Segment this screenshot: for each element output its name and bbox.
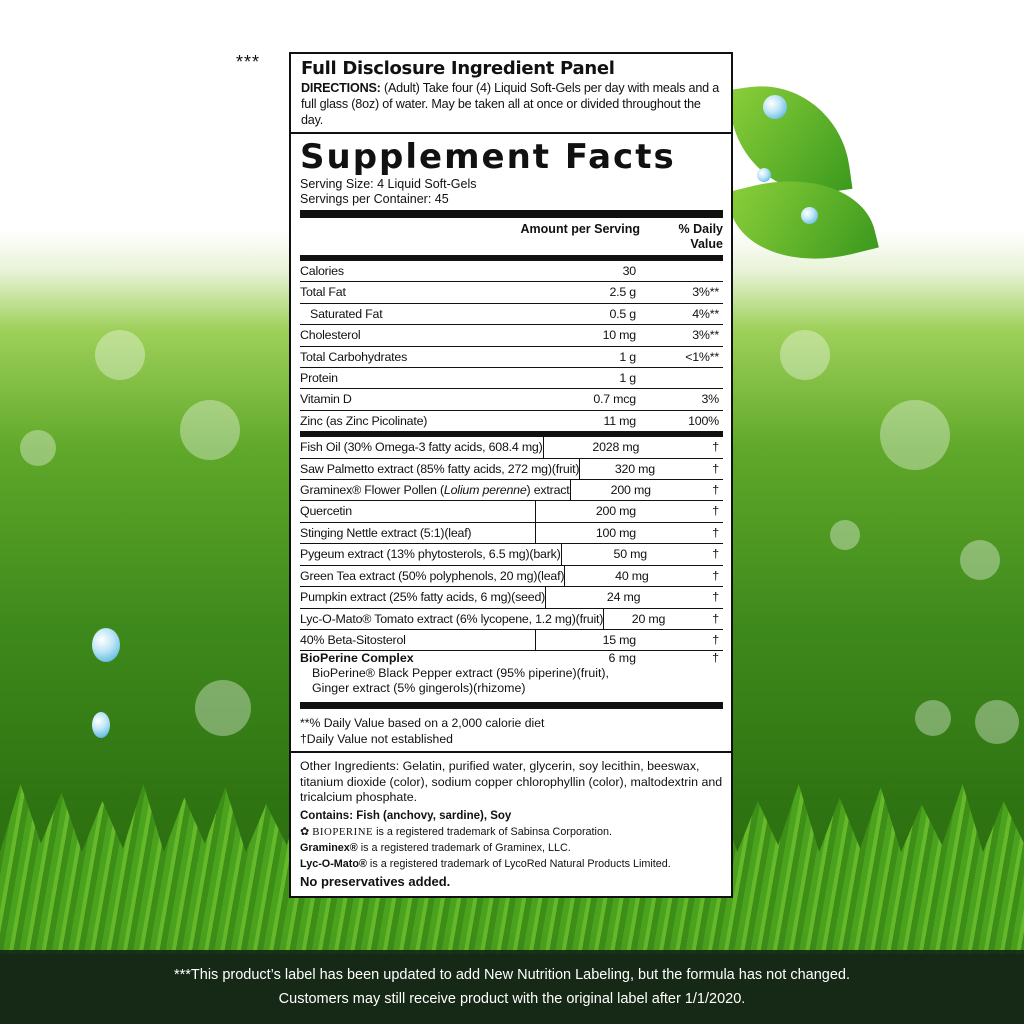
nutrient-dv: 3%** [692,285,719,300]
allergen-statement: Contains: Fish (anchovy, sardine), Soy [300,809,512,822]
ingredient-dv: † [712,568,719,583]
ingredient-amount: 320 mg [579,459,663,479]
ingredient-amount: 20 mg [603,609,673,629]
ingredient-amount: 50 mg [561,544,655,564]
dv-not-established: †Daily Value not established [300,732,453,747]
ingredient-name: Stinging Nettle extract (5:1)(leaf) [300,525,472,540]
notice-line-1: ***This product’s label has been updated to add New Nutrition Labeling, but the formula has not changed. [173,967,851,983]
ingredient-dv: † [712,483,719,498]
divider-thick [300,210,723,218]
nutrient-dv [644,368,723,388]
water-drop [763,95,787,119]
ingredient-name: Lyc-O-Mato® Tomato extract (6% lycopene, 1.2 mg)(fruit) [300,611,604,626]
bokeh-light [960,540,1000,580]
table-row [300,304,723,325]
ingredient-name: Pygeum extract (13% phytosterols, 6.5 mg)(bark) [300,547,561,562]
nutrient-amount: 0.5 g [609,306,636,321]
ingredient-amount: 100 mg [535,523,644,543]
graminex-brand: Graminex® [300,842,358,855]
footnotes [300,709,723,751]
other-ingredients-text: Other Ingredients: Gelatin, purified water, glycerin, soy lecithin, beeswax, titanium dioxide (color), sodium copper chlorophyllin (color), maltodextrin and tricalcium phosphate. [300,759,723,805]
nutrient-dv: 3% [701,392,719,407]
bokeh-light [880,400,950,470]
nutrient-name: Vitamin D [300,392,352,407]
nutrient-name: Saturated Fat [310,306,383,321]
bioperine-brand: BIOPERINE [312,826,374,839]
nutrient-dv: 3%** [692,328,719,343]
nutrient-name: Calories [300,264,344,278]
nutrient-amount: 10 mg [602,328,636,343]
table-row [300,630,723,651]
nutrient-name: Total Fat [300,285,346,300]
lycomato-brand: Lyc-O-Mato® [300,858,367,871]
trademark-text: is a registered trademark of Sabinsa Corporation. [373,826,612,839]
nutrient-amount: 0.7 mcg [593,392,636,407]
ingredient-amount: 40 mg [564,566,656,586]
table-row [300,459,723,480]
nutrient-amount: 1 g [619,371,636,386]
ingredient-dv: † [712,461,719,476]
directions-label: DIRECTIONS: [301,81,381,95]
ingredient-name: Green Tea extract (50% polyphenols, 20 mg)(leaf) [300,568,565,583]
table-row [300,523,723,544]
bokeh-light [195,680,251,736]
table-row [300,368,723,389]
notice-line-2: Customers may still receive product with the original label after 1/1/2020. [278,991,746,1007]
ingredient-name: Graminex® Flower Pollen (Lolium perenne) extract [300,483,570,498]
bokeh-light [780,330,830,380]
trademark-text: is a registered trademark of LycoRed Natural Products Limited. [366,858,671,871]
trademark-graminex [300,840,723,856]
ingredient-panel [289,52,733,898]
trademark-bioperine [300,824,723,840]
nutrient-name: Cholesterol [300,328,361,343]
nutrient-amount: 1 g [619,349,636,364]
divider-thick [300,702,723,709]
table-row [300,325,723,346]
ingredient-amount: 15 mg [535,630,644,650]
nutrient-amount: 11 mg [603,413,636,428]
bioperine-detail-1: BioPerine® Black Pepper extract (95% piperine)(fruit), [312,666,609,681]
bioperine-leaf-icon: ✿ [300,826,310,839]
bioperine-row [300,651,723,666]
table-row [300,609,723,630]
label-update-notice [0,950,1024,1024]
bokeh-light [915,700,951,736]
water-drop [801,207,818,224]
no-preservatives: No preservatives added. [300,874,451,890]
ingredient-amount: 24 mg [545,587,648,607]
panel-header [291,54,731,134]
nutrient-amount: 30 [622,264,636,278]
bokeh-light [95,330,145,380]
ingredient-name: Saw Palmetto extract (85% fatty acids, 272 mg)(fruit) [300,461,580,476]
bioperine-dv: † [712,651,719,666]
water-drop [92,628,120,662]
bioperine-name: BioPerine Complex [300,651,414,666]
ingredient-dv: † [712,525,719,540]
panel-title: Full Disclosure Ingredient Panel [301,58,615,79]
daily-value-header: % Daily Value [678,222,723,251]
amount-per-serving-header: Amount per Serving [520,222,640,236]
table-row [300,437,723,458]
table-row [300,261,723,282]
nutrient-name: Zinc (as Zinc Picolinate) [300,413,428,428]
ingredient-dv: † [712,547,719,562]
table-row [300,480,723,501]
table-row [300,347,723,368]
water-drop [92,712,110,738]
ingredient-amount: 200 mg [535,501,644,521]
ingredient-dv: † [712,632,719,647]
ingredient-name: 40% Beta-Sitosterol [300,632,406,647]
serving-size: Serving Size: 4 Liquid Soft-Gels [300,177,477,191]
nutrient-table [300,261,723,431]
nutrient-name: Total Carbohydrates [300,349,408,364]
ingredient-name: Fish Oil (30% Omega-3 fatty acids, 608.4 mg) [300,440,543,455]
ingredient-dv: † [712,504,719,519]
servings-per-container: Servings per Container: 45 [300,192,449,206]
ingredient-amount: 2028 mg [543,437,648,457]
ingredient-name: Pumpkin extract (25% fatty acids, 6 mg)(seed) [300,590,546,605]
table-row [300,566,723,587]
trademark-lycomato [300,856,723,872]
ingredient-dv: † [712,611,719,626]
nutrient-name: Protein [300,371,338,386]
table-row [300,501,723,522]
bioperine-detail-2: Ginger extract (5% gingerols)(rhizome) [312,681,526,696]
bokeh-light [830,520,860,550]
table-row [300,389,723,410]
ingredient-table [300,437,723,702]
supplement-facts-title: Supplement Facts [300,137,676,177]
bokeh-light [975,700,1019,744]
directions [301,80,723,128]
nutrient-dv: <1%** [685,349,719,364]
ingredient-name: Quercetin [300,504,352,519]
nutrient-dv [644,261,723,281]
table-row [300,411,723,431]
ingredient-amount: 200 mg [570,480,659,500]
other-ingredients [291,751,731,890]
label-update-marker: *** [236,52,261,72]
column-headers [300,218,723,255]
bokeh-light [180,400,240,460]
trademark-text: is a registered trademark of Graminex, LLC. [357,842,571,855]
water-drop [757,168,771,182]
bioperine-complex [300,651,723,702]
directions-text: (Adult) Take four (4) Liquid Soft-Gels per day with meals and a full glass (8oz) of water. May be taken all at once or divided throughout the day. [301,81,720,127]
table-row [300,282,723,303]
nutrient-dv: 100% [688,413,719,428]
nutrient-dv: 4%** [692,306,719,321]
ingredient-dv: † [712,440,719,455]
bioperine-amount: 6 mg [608,651,636,666]
ingredient-dv: † [712,590,719,605]
table-row [300,544,723,565]
bokeh-light [20,430,56,466]
table-row [300,587,723,608]
dv-footnote: **% Daily Value based on a 2,000 calorie diet [300,716,545,731]
supplement-facts [291,134,731,751]
nutrient-amount: 2.5 g [609,285,636,300]
